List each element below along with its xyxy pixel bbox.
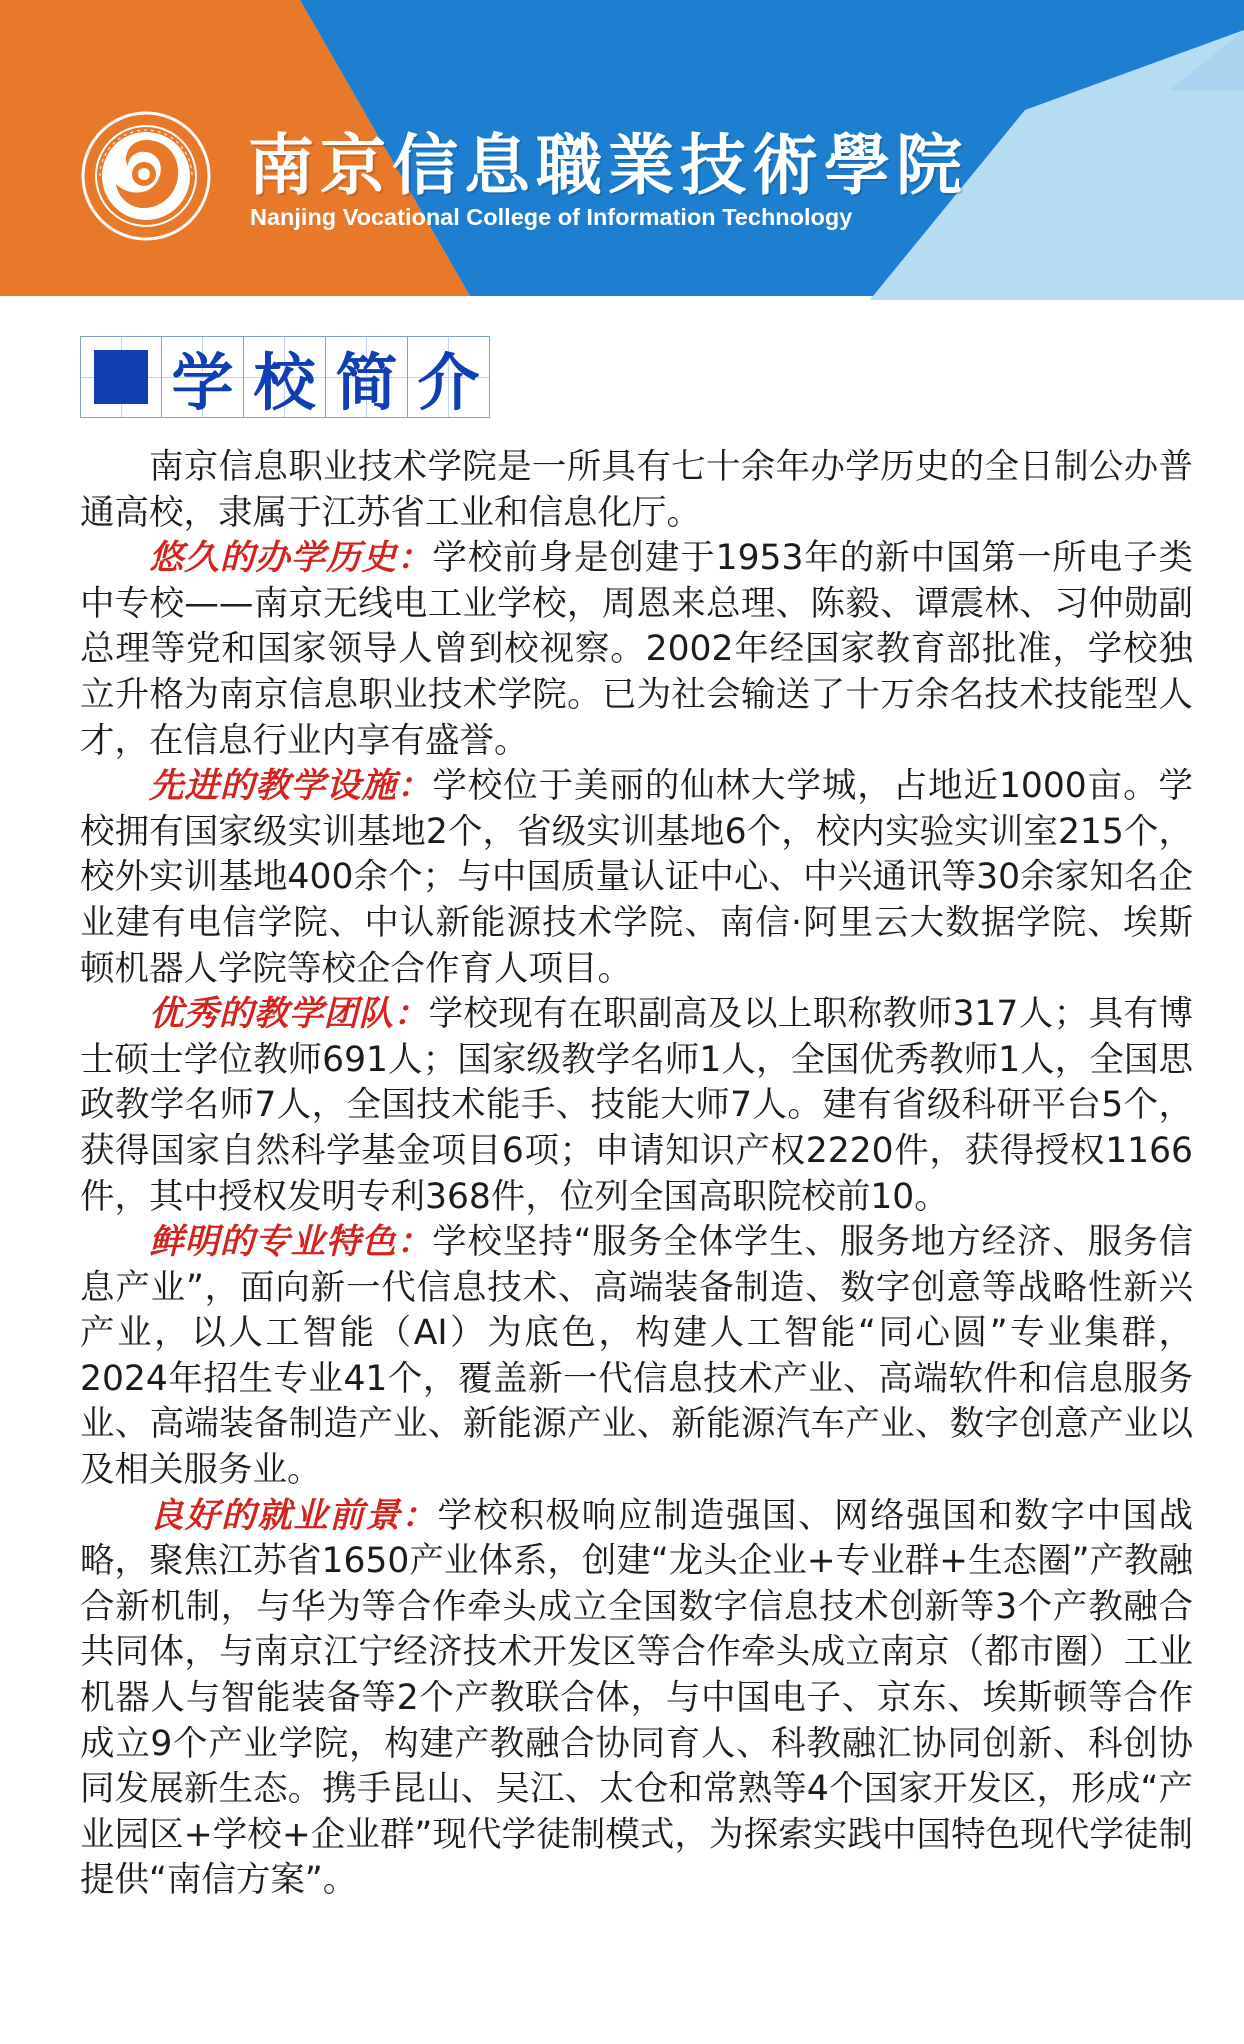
heading-char: 简 bbox=[326, 336, 408, 418]
college-emblem-icon bbox=[80, 110, 212, 242]
paragraph-highlight: 先进的教学设施： bbox=[149, 766, 433, 807]
paragraph-text: 学校积极响应制造强国、网络强国和数字中国战略，聚焦江苏省1650产业体系，创建“龙头企业+专业群+生态圈”产教融合新机制，与华为等合作牵头成立全国数字信息技术创新等3个产教融合共同体，与南京江宁经济技术开发区等合作牵头成立南京（都市圈）工业机器人与智能装备等2个产教联合体，与中国电子、京东、埃斯顿等合作成立9个产业学院，构建产教融合协同育人、科教融汇协同创新、科创协同发展新生态。携手昆山、吴江、太仓和常熟等4个国家开发区，形成“产业园区+学校+企业群”现代学徒制模式，为探索实践中国特色现代学徒制提供“南信方案”。 bbox=[80, 1495, 1194, 1901]
paragraph-faculty bbox=[80, 992, 1193, 1220]
paragraph-text: 南京信息职业技术学院是一所具有七十余年办学历史的全日制公办普通高校，隶属于江苏省工业和信息化厅。 bbox=[80, 447, 1193, 533]
paragraph-facilities bbox=[80, 764, 1193, 992]
paragraph-highlight: 悠久的办学历史： bbox=[149, 538, 433, 579]
heading-char: 介 bbox=[408, 336, 490, 418]
paragraph-history bbox=[80, 536, 1193, 764]
intro-content bbox=[80, 445, 1193, 1904]
heading-char: 校 bbox=[244, 336, 326, 418]
paragraph-text: 学校现有在职副高及以上职称教师317人；具有博士硕士学位教师691人；国家级教学名师1人，全国优秀教师1人，全国思政教学名师7人，全国技术能手、技能大师7人。建有省级科研平台5个，获得国家自然科学基金项目6项；申请知识产权2220件，获得授权1166件，其中授权发明专利368件，位列全国高职院校前10。 bbox=[80, 994, 1193, 1217]
paragraph-specialty bbox=[80, 1220, 1193, 1494]
paragraph-intro bbox=[80, 445, 1193, 536]
section-heading bbox=[80, 336, 490, 418]
paragraph-text: 学校坚持“服务全体学生、服务地方经济、服务信息产业”，面向新一代信息技术、高端装备制造、数字创意等战略性新兴产业，以人工智能（AI）为底色，构建人工智能“同心圆”专业集群，2024年招生专业41个，覆盖新一代信息技术产业、高端软件和信息服务业、高端装备制造产业、新能源产业、新能源汽车产业、数字创意产业以及相关服务业。 bbox=[80, 1222, 1194, 1491]
heading-char: 学 bbox=[162, 336, 244, 418]
paragraph-text: 学校前身是创建于1953年的新中国第一所电子类中专校——南京无线电工业学校，周恩来总理、陈毅、谭震林、习仲勋副总理等党和国家领导人曾到校视察。2002年经国家教育部批准，学校独立升格为南京信息职业技术学院。已为社会输送了十万余名技术技能型人才，在信息行业内享有盛誉。 bbox=[80, 538, 1193, 761]
paragraph-highlight: 良好的就业前景： bbox=[149, 1495, 438, 1536]
school-subtitle: Nanjing Vocational College of Information Technology bbox=[250, 204, 853, 230]
paragraph-highlight: 鲜明的专业特色： bbox=[149, 1222, 433, 1263]
school-title: 南京信息職業技術學院 bbox=[248, 126, 968, 204]
heading-square-icon bbox=[80, 336, 162, 418]
paragraph-employment bbox=[80, 1494, 1193, 1904]
paragraph-highlight: 优秀的教学团队： bbox=[149, 994, 429, 1035]
header-banner bbox=[0, 0, 1244, 300]
paragraph-text: 学校位于美丽的仙林大学城，占地近1000亩。学校拥有国家级实训基地2个，省级实训基地6个，校内实验实训室215个，校外实训基地400余个；与中国质量认证中心、中兴通讯等30余家知名企业建有电信学院、中认新能源技术学院、南信·阿里云大数据学院、埃斯顿机器人学院等校企合作育人项目。 bbox=[80, 766, 1193, 989]
